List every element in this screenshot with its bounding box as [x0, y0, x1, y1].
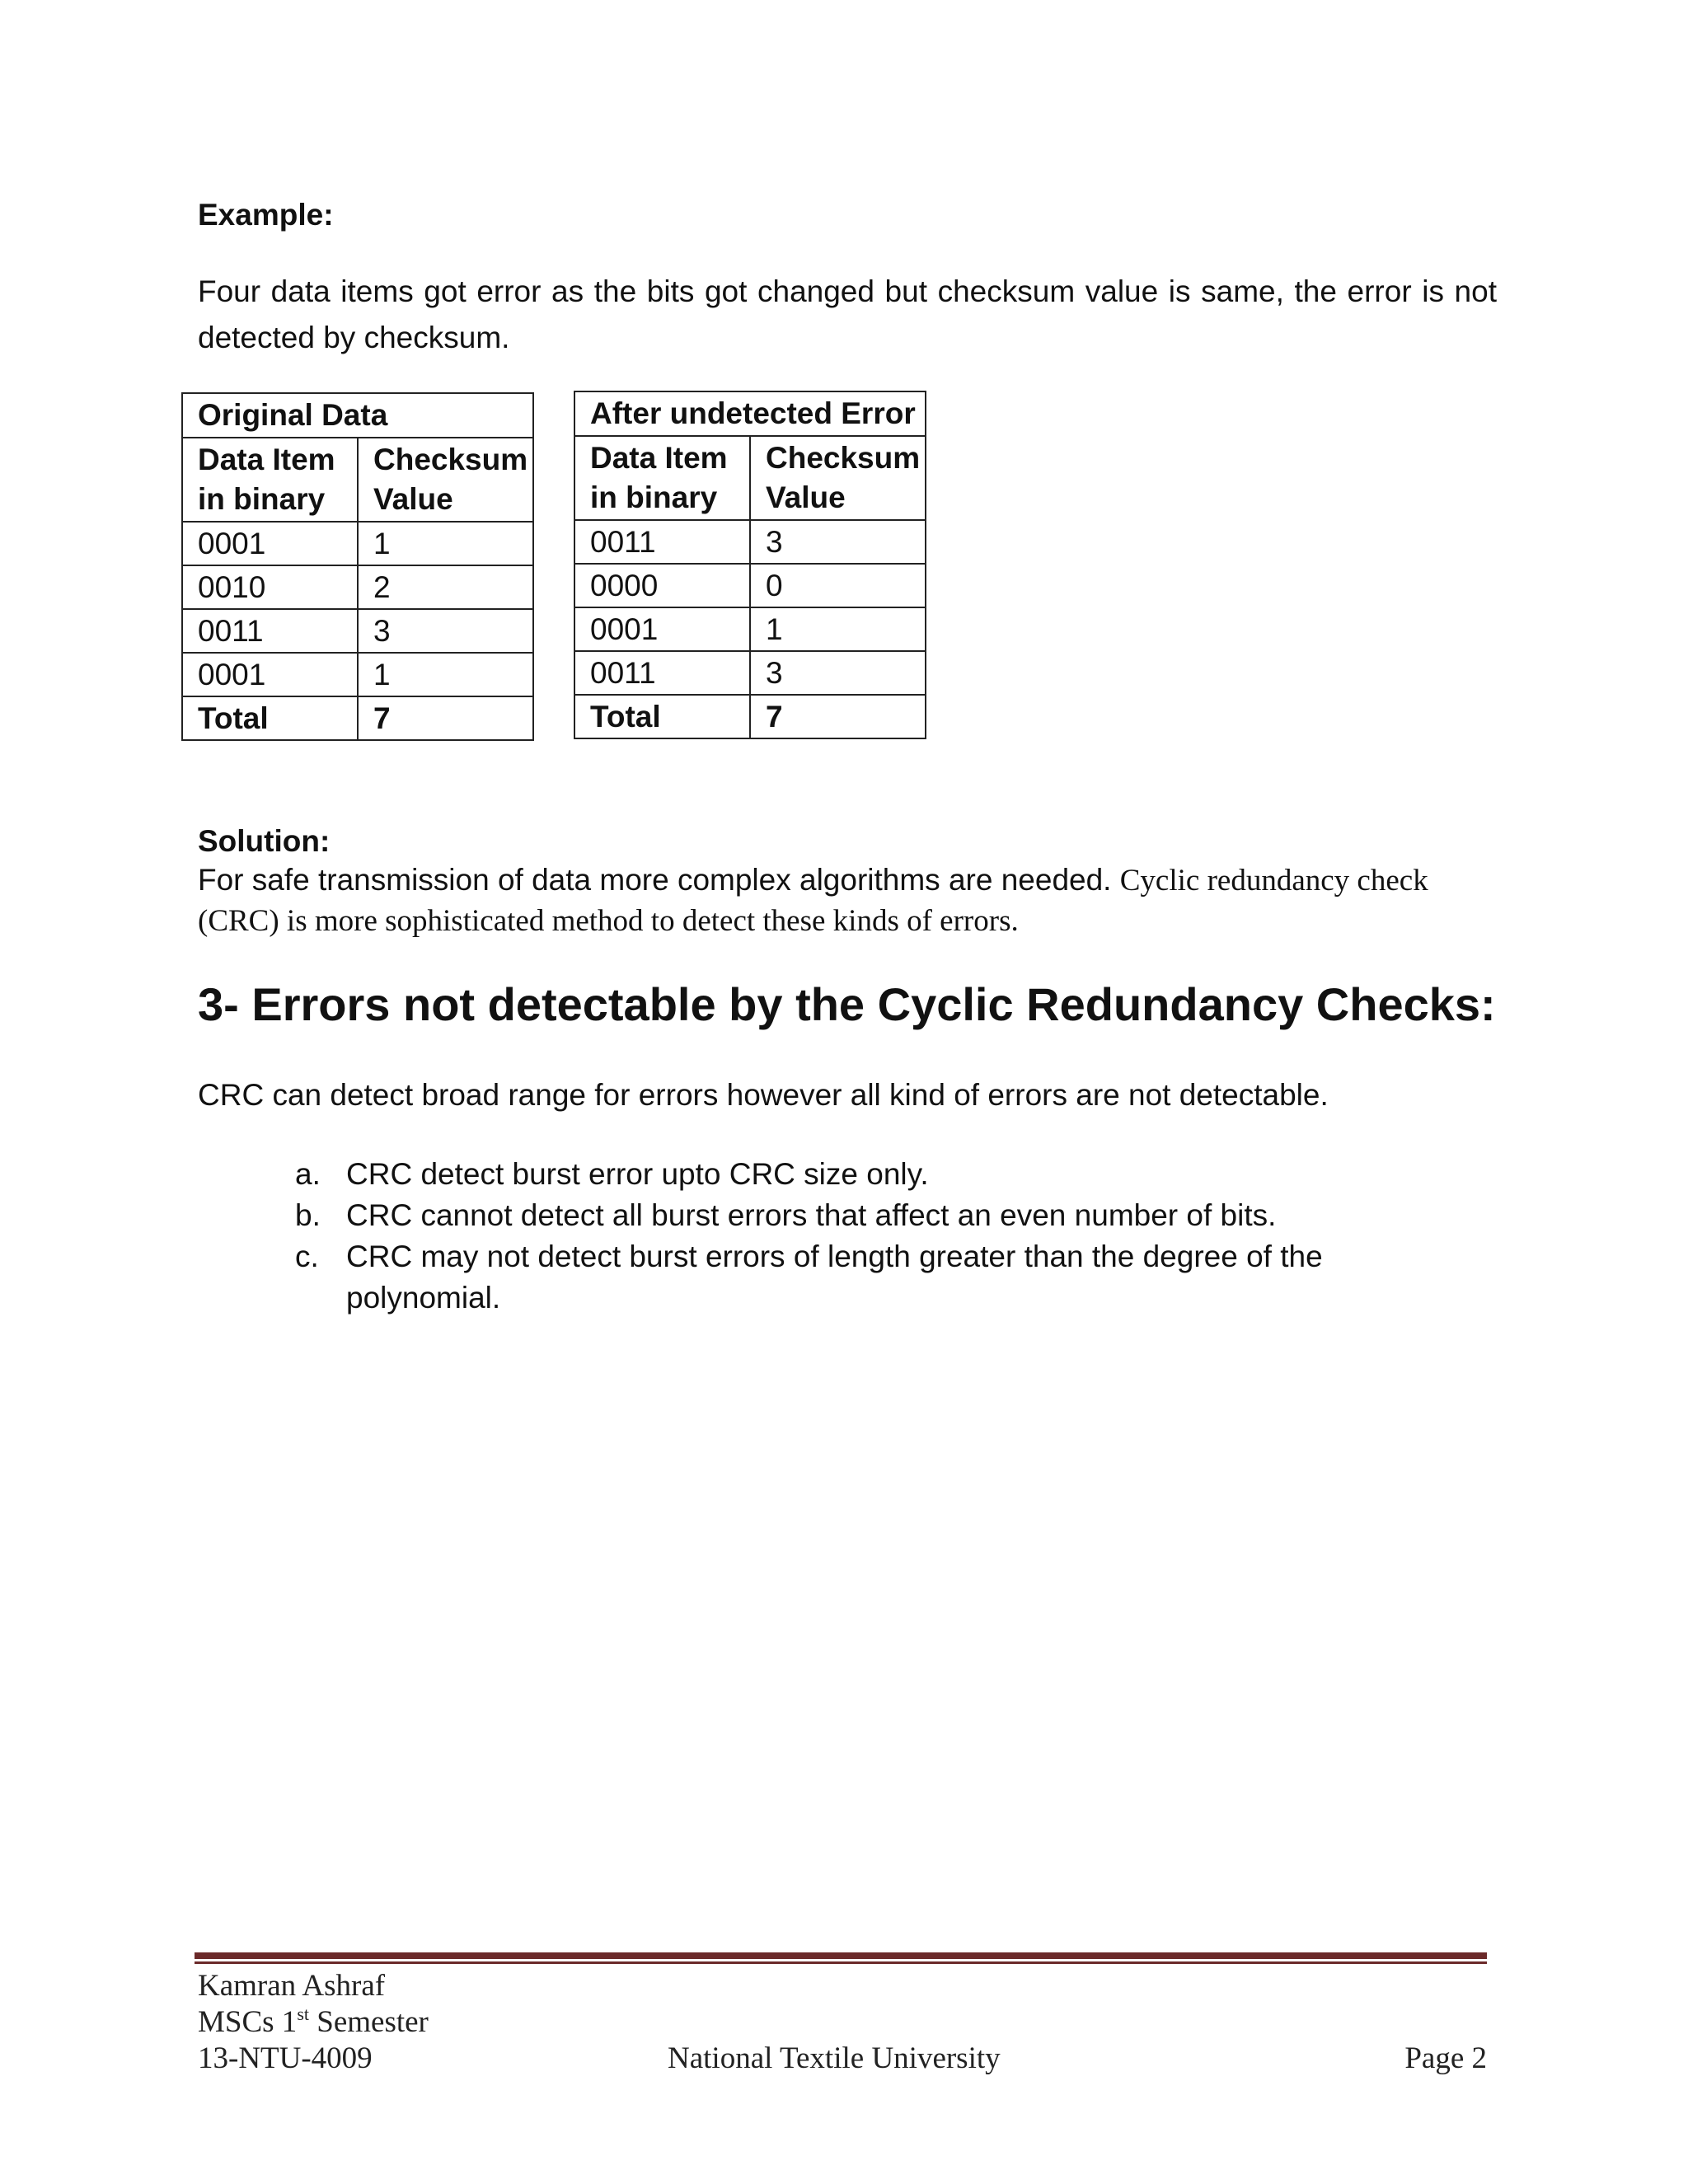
semester-prefix: MSCs 1: [198, 2005, 298, 2039]
footer-page-number: Page 2: [1404, 2041, 1487, 2075]
header-line: in binary: [198, 482, 326, 516]
list-marker: a.: [295, 1157, 321, 1191]
column-header-data-item: [182, 438, 358, 522]
solution-text-serif: Cyclic redundancy check (CRC) is more sophisticated method to detect these kinds of errors.: [198, 864, 1428, 938]
list-item: [198, 1154, 1352, 1195]
table-row: [182, 522, 533, 565]
total-label: Total: [182, 696, 358, 740]
solution-heading: Solution:: [198, 824, 331, 858]
section-heading: 3- Errors not detectable by the Cyclic Redundancy Checks:: [198, 978, 1496, 1030]
checksum-cell: 0: [750, 564, 926, 607]
list-item-text: CRC may not detect burst errors of length greater than the degree of the polynomial.: [346, 1240, 1323, 1315]
example-paragraph: Four data items got error as the bits got changed but checksum value is same, the error is not detected by checksum.: [198, 274, 1497, 354]
header-line: Value: [766, 480, 846, 514]
table-row: [574, 520, 926, 564]
header-line: in binary: [590, 480, 718, 514]
header-line: Data Item: [198, 443, 335, 476]
table-title: Original Data: [182, 393, 533, 438]
header-line: Data Item: [590, 441, 728, 475]
column-header-data-item: [574, 436, 750, 520]
list-item: [198, 1195, 1352, 1236]
semester-suffix: Semester: [309, 2005, 429, 2039]
example-heading: Example:: [198, 198, 334, 232]
total-value: 7: [750, 695, 926, 738]
table-header-row: [182, 438, 533, 522]
binary-cell: 0001: [574, 607, 750, 651]
total-label: Total: [574, 695, 750, 738]
semester-superscript: st: [297, 2004, 309, 2024]
column-header-checksum: [358, 438, 533, 522]
crc-limitations-list: [198, 1154, 1352, 1319]
checksum-cell: 3: [750, 651, 926, 695]
table-row: [574, 607, 926, 651]
footer-university: National Textile University: [668, 2041, 1001, 2075]
table-row: [574, 651, 926, 695]
binary-cell: 0010: [182, 565, 358, 609]
total-value: 7: [358, 696, 533, 740]
table-row: [182, 565, 533, 609]
table-total-row: [574, 695, 926, 738]
solution-text-sans: For safe transmission of data more complex algorithms are needed.: [198, 863, 1112, 897]
after-error-table: [574, 391, 926, 739]
checksum-cell: 3: [750, 520, 926, 564]
binary-cell: 0011: [574, 520, 750, 564]
section-intro: CRC can detect broad range for errors however all kind of errors are not detectable.: [198, 1078, 1329, 1112]
original-data-table: [181, 392, 534, 741]
table-title: After undetected Error: [574, 391, 926, 436]
binary-cell: 0001: [182, 653, 358, 696]
column-header-checksum: [750, 436, 926, 520]
table-row: [182, 609, 533, 653]
binary-cell: 0001: [182, 522, 358, 565]
binary-cell: 0011: [182, 609, 358, 653]
binary-cell: 0000: [574, 564, 750, 607]
footer-divider-thin: [195, 1961, 1487, 1964]
list-marker: b.: [295, 1198, 321, 1232]
list-item-text: CRC detect burst error upto CRC size only.: [346, 1157, 929, 1191]
table-header-row: [574, 436, 926, 520]
checksum-cell: 1: [750, 607, 926, 651]
checksum-cell: 3: [358, 609, 533, 653]
header-line: Value: [373, 482, 453, 516]
footer-semester: [198, 2004, 429, 2040]
table-title-row: [574, 391, 926, 436]
table-title-row: [182, 393, 533, 438]
checksum-cell: 2: [358, 565, 533, 609]
checksum-cell: 1: [358, 522, 533, 565]
list-item: [198, 1236, 1352, 1319]
checksum-cell: 1: [358, 653, 533, 696]
footer-author: Kamran Ashraf: [198, 1969, 386, 2003]
solution-paragraph: [198, 860, 1451, 941]
binary-cell: 0011: [574, 651, 750, 695]
table-total-row: [182, 696, 533, 740]
table-row: [182, 653, 533, 696]
table-row: [574, 564, 926, 607]
footer-student-id: 13-NTU-4009: [198, 2041, 373, 2075]
header-line: Checksum: [373, 443, 528, 476]
list-marker: c.: [295, 1240, 319, 1273]
footer-divider: [195, 1952, 1487, 1959]
list-item-text: CRC cannot detect all burst errors that affect an even number of bits.: [346, 1198, 1277, 1232]
header-line: Checksum: [766, 441, 921, 475]
